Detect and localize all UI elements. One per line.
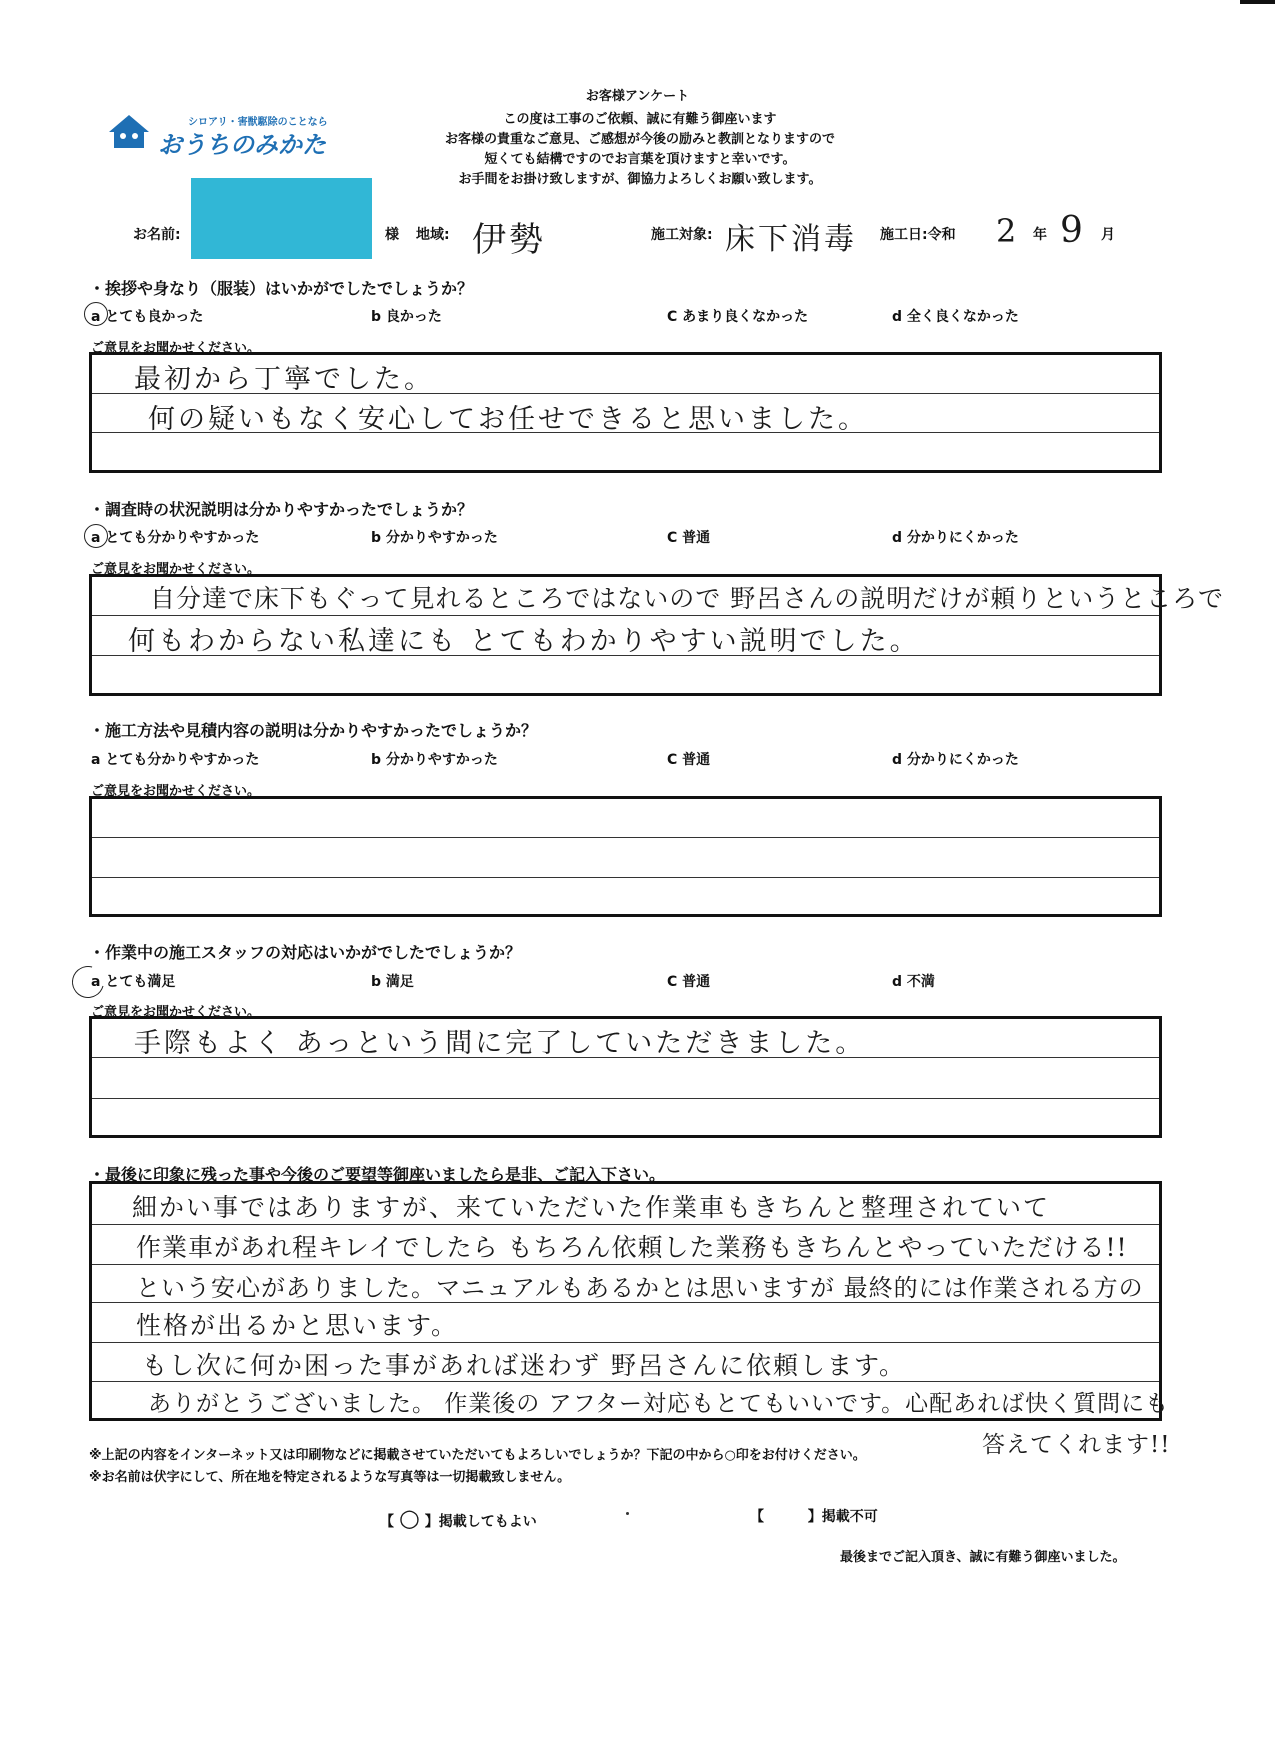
- q1-option-c: C あまり良くなかった: [667, 309, 809, 325]
- q1-option-a: a とても良かった: [91, 309, 204, 325]
- q1-option-d: d 全く良くなかった: [892, 309, 1019, 325]
- year-value: 2: [996, 212, 1020, 250]
- final-comment-line: 作業車があれ程キレイでしたら もちろん依頼した業務もきちんとやっていただける!!: [136, 1233, 1128, 1262]
- publish-note-2: ※お名前は伏字にして、所在地を特定されるような写真等は一切掲載致しません。: [89, 1470, 571, 1485]
- q4-comment-line: 手際もよく あっという間に完了していただきました。: [134, 1028, 866, 1059]
- final-comment-line: 細かい事ではありますが、来ていただいた作業車もきちんと整理されていて: [132, 1193, 1051, 1222]
- q3-option-b: b 分かりやすかった: [371, 752, 498, 768]
- dot-mark: [626, 1512, 629, 1515]
- intro-line: お客様の貴重なご意見、ご感想が今後の励みと教訓となりますので: [444, 132, 835, 147]
- year-unit: 年: [1033, 227, 1047, 243]
- final-comment-box: [89, 1181, 1170, 1421]
- house-logo-icon: [106, 112, 152, 152]
- intro-line: お手間をお掛け致しますが、御協力よろしくお願い致します。: [458, 172, 822, 187]
- q2-comment-line: 何もわからない私達にも とてもわかりやすい説明でした。: [128, 626, 920, 657]
- area-label: 地域:: [416, 227, 450, 243]
- name-redaction: [191, 178, 372, 259]
- name-label: お名前:: [133, 227, 181, 243]
- q4-comment-box: [89, 1016, 1162, 1138]
- q2-option-b: b 分かりやすかった: [371, 530, 498, 546]
- q4-option-d: d 不満: [892, 974, 935, 990]
- q4-option-a: a とても満足: [91, 974, 176, 990]
- intro-line: 短くても結構ですのでお言葉を頂けますと幸いです。: [484, 152, 796, 167]
- target-value: 床下消毒: [725, 222, 857, 257]
- final-comment-line: ありがとうございました。 作業後の アフター対応もとてもいいです。心配あれば快く質問にも: [148, 1391, 1170, 1417]
- q3-title: ・施工方法や見積内容の説明は分かりやすかったでしょうか？: [89, 721, 538, 740]
- intro-text: [380, 110, 900, 190]
- q1-comment-label: ご意見をお聞かせください。: [91, 341, 261, 356]
- q4-option-c: C 普通: [667, 974, 711, 990]
- publish-ok-option: [380, 1503, 537, 1532]
- q2-option-d: d 分かりにくかった: [892, 530, 1019, 546]
- thanks-text: 最後までご記入頂き、誠に有難う御座いました。: [840, 1550, 1126, 1565]
- month-unit: 月: [1101, 227, 1115, 243]
- q3-option-a: a とても分かりやすかった: [91, 752, 260, 768]
- publish-note-1: ※上記の内容をインターネット又は印刷物などに掲載させていただいてもよろしいでしょうか？下記の中から○印をお付けください。: [89, 1448, 866, 1463]
- q3-option-d: d 分かりにくかった: [892, 752, 1019, 768]
- month-value: 9: [1060, 210, 1086, 251]
- q2-option-c: C 普通: [667, 530, 711, 546]
- q3-comment-box: [89, 796, 1162, 917]
- survey-title: お客様アンケート: [585, 89, 690, 104]
- q1-option-b: b 良かった: [371, 309, 442, 325]
- final-comment-line: という安心がありました。マニュアルもあるかとは思いますが 最終的には作業される方の: [136, 1274, 1144, 1302]
- q4-comment-label: ご意見をお聞かせください。: [91, 1005, 261, 1020]
- logo-name: おうちのみかた: [158, 131, 326, 159]
- q1-comment-line: 何の疑いもなく安心してお任せできると思いました。: [148, 404, 868, 435]
- sama-label: 様: [385, 227, 399, 243]
- logo-tagline: シロアリ・害獣駆除のことなら: [188, 117, 328, 128]
- q1-comment-line: 最初から丁寧でした。: [134, 364, 434, 395]
- intro-line: この度は工事のご依頼、誠に有難う御座います: [503, 112, 777, 127]
- q2-comment-label: ご意見をお聞かせください。: [91, 562, 261, 577]
- bracket-open: 【: [750, 1509, 764, 1525]
- scan-edge-mark: [1240, 0, 1275, 4]
- q1-title: ・挨拶や身なり（服装）はいかがでしたでしょうか？: [89, 279, 474, 298]
- ok-circle-mark: ○: [398, 1503, 420, 1532]
- q4-option-b: b 満足: [371, 974, 414, 990]
- publish-ok-label: 】掲載してもよい: [424, 1514, 537, 1530]
- q2-comment-line: 自分達で床下もぐって見れるところではないので 野呂さんの説明だけが頼りというところで: [150, 584, 1224, 613]
- target-label: 施工対象:: [651, 227, 713, 243]
- area-value: 伊勢: [472, 220, 546, 260]
- q1-comment-box: [89, 352, 1162, 473]
- q3-option-c: C 普通: [667, 752, 711, 768]
- final-comment-overflow: 答えてくれます!!: [982, 1432, 1171, 1458]
- final-title: ・最後に印象に残った事や今後のご要望等御座いましたら是非、ご記入下さい。: [89, 1165, 666, 1184]
- q2-comment-box: [89, 574, 1224, 696]
- q3-comment-label: ご意見をお聞かせください。: [91, 784, 261, 799]
- date-label: 施工日:令和: [880, 227, 956, 243]
- q4-title: ・作業中の施工スタッフの対応はいかがでしたでしょうか？: [89, 943, 522, 962]
- final-comment-line: もし次に何か困った事があれば迷わず 野呂さんに依頼します。: [142, 1351, 906, 1380]
- q2-title: ・調査時の状況説明は分かりやすかったでしょうか？: [89, 500, 474, 519]
- publish-ng-option: [750, 1506, 878, 1526]
- bracket-open: 【: [380, 1514, 394, 1530]
- final-comment-line: 性格が出るかと思います。: [136, 1311, 459, 1340]
- publish-ng-label: 】掲載不可: [807, 1509, 878, 1525]
- q2-option-a: a とても分かりやすかった: [91, 530, 260, 546]
